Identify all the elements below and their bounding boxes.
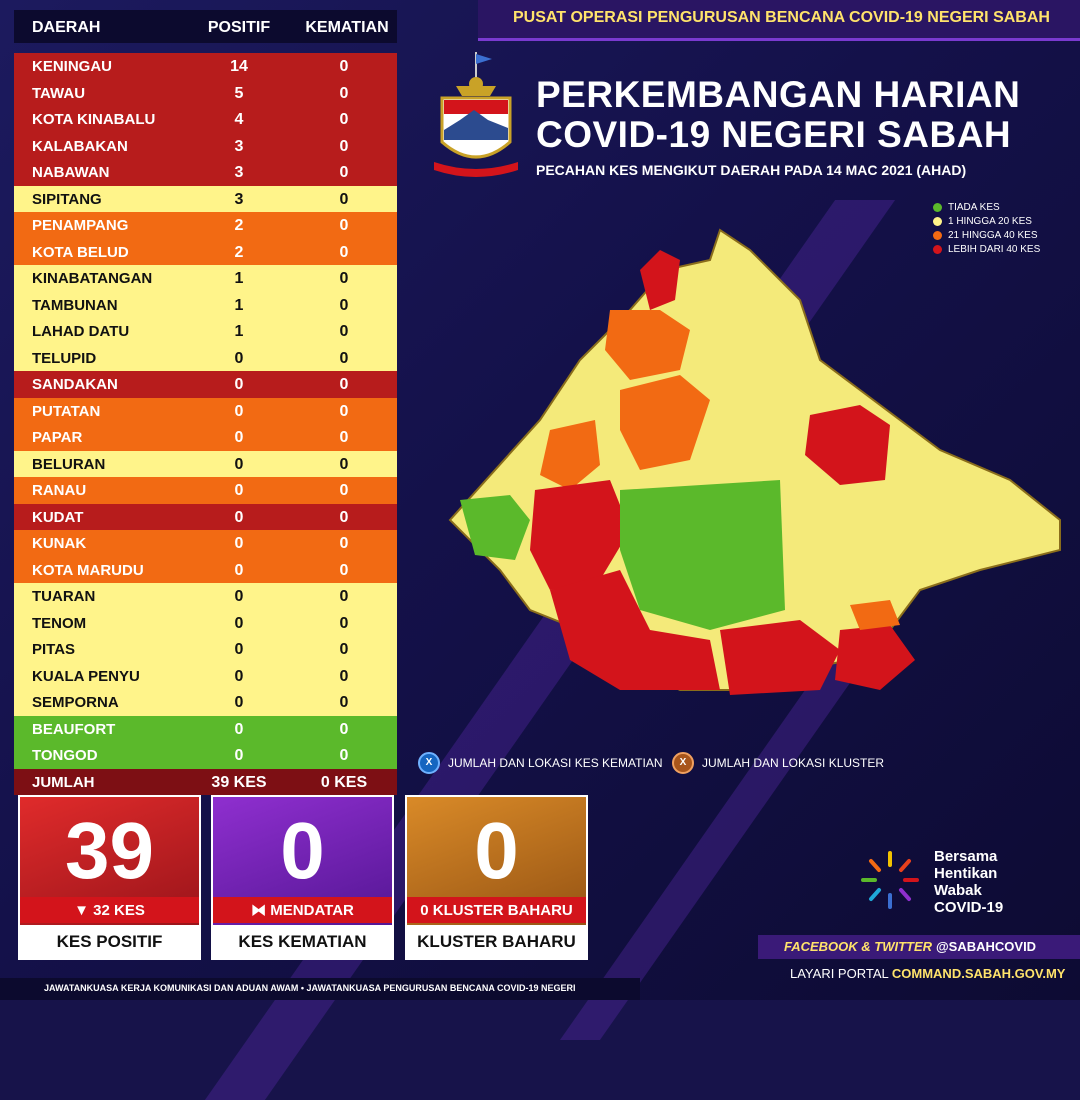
cluster-label: KLUSTER BAHARU — [407, 925, 586, 958]
death-value: 0 — [339, 429, 349, 446]
death-value: 0 — [339, 111, 349, 128]
positive-value: 0 — [234, 508, 244, 526]
social-bar — [758, 935, 1080, 959]
positive-value: 0 — [234, 376, 244, 393]
table-row — [14, 504, 397, 531]
campaign-text — [934, 848, 1003, 916]
positive-value: 0 — [234, 747, 244, 764]
table-row — [14, 212, 397, 239]
table-row — [14, 636, 397, 663]
positive-value: 2 — [234, 243, 244, 261]
death-value: 0 — [339, 376, 349, 393]
map-legend-cluster-label: JUMLAH DAN LOKASI KLUSTER — [702, 756, 885, 770]
district-name: BELURAN — [32, 455, 106, 473]
death-value: 0 — [339, 455, 349, 473]
table-row — [14, 345, 397, 372]
positive-value: 0 — [234, 667, 244, 685]
page-title-line2: COVID-19 NEGERI SABAH — [536, 114, 1012, 155]
death-value: 0 — [339, 217, 349, 234]
positive-value: 4 — [234, 111, 244, 128]
positive-value: 0 — [234, 720, 244, 738]
table-row — [14, 371, 397, 398]
positive-value: 3 — [234, 137, 244, 155]
death-value: 0 — [339, 535, 349, 552]
table-row — [14, 610, 397, 637]
district-name: PAPAR — [32, 429, 83, 446]
total-deaths: 0 KES — [320, 773, 368, 791]
table-row — [14, 530, 397, 557]
district-name: TAWAU — [32, 84, 86, 102]
district-name: PITAS — [32, 641, 76, 658]
campaign-line3: Wabak — [934, 882, 982, 899]
table-row — [14, 159, 397, 186]
total-label: JUMLAH — [32, 773, 95, 791]
death-value: 0 — [339, 508, 349, 526]
table-row — [14, 742, 397, 769]
map-legend-deaths — [418, 752, 663, 774]
table-row — [14, 80, 397, 107]
table-row — [14, 689, 397, 716]
table-row — [14, 106, 397, 133]
positive-value: 3 — [234, 190, 244, 208]
map-legend-deaths-label: JUMLAH DAN LOKASI KES KEMATIAN — [448, 756, 663, 770]
page-subtitle: PECAHAN KES MENGIKUT DAERAH PADA 14 MAC 2021 (AHAD) — [536, 162, 967, 178]
district-name: BEAUFORT — [32, 720, 116, 738]
table-total-row — [14, 769, 397, 796]
legend-label: 1 HINGGA 20 KES — [948, 215, 1032, 227]
table-row — [14, 424, 397, 451]
map-legend-cluster — [672, 752, 884, 774]
flat-trend-icon: ⧓ — [251, 902, 271, 919]
positive-value: 0 — [234, 641, 244, 658]
total-positive: 39 KES — [211, 773, 267, 791]
card-deaths — [211, 795, 394, 960]
positive-value: 1 — [234, 296, 244, 314]
table-row — [14, 583, 397, 610]
table-row — [14, 557, 397, 584]
card-clusters — [405, 795, 588, 960]
positive-count: 39 — [65, 806, 154, 895]
legend-label: LEBIH DARI 40 KES — [948, 243, 1041, 255]
top-banner — [478, 0, 1080, 41]
table-row — [14, 186, 397, 213]
table-row — [14, 265, 397, 292]
table-row — [14, 663, 397, 690]
header-kematian: KEMATIAN — [305, 19, 389, 36]
map-region-tawau — [835, 625, 915, 690]
social-label: FACEBOOK & TWITTER — [784, 939, 933, 954]
death-value: 0 — [339, 747, 349, 764]
sabah-crest-icon — [430, 50, 522, 180]
death-value: 0 — [339, 190, 349, 208]
positive-value: 0 — [234, 429, 244, 446]
page-title-line1: PERKEMBANGAN HARIAN — [536, 74, 1021, 115]
campaign-line2: Hentikan — [934, 865, 998, 882]
district-name: KALABAKAN — [32, 137, 128, 155]
death-value: 0 — [339, 137, 349, 155]
table-row — [14, 292, 397, 319]
cluster-count: 0 — [474, 806, 519, 895]
portal-line — [790, 966, 1065, 981]
positive-value: 0 — [234, 614, 244, 632]
district-name: KUALA PENYU — [32, 667, 140, 685]
death-value: 0 — [339, 323, 349, 340]
positive-label: KES POSITIF — [20, 925, 199, 958]
district-name: KUNAK — [32, 535, 87, 552]
table-body — [14, 53, 397, 795]
death-value: 0 — [339, 720, 349, 738]
district-name: PUTATAN — [32, 402, 101, 420]
death-value: 0 — [339, 667, 349, 685]
death-value: 0 — [339, 296, 349, 314]
campaign-line4: COVID-19 — [934, 899, 1004, 916]
card-positive-cases — [18, 795, 201, 960]
death-marker-icon: X — [418, 752, 440, 774]
deaths-delta-text: MENDATAR — [270, 902, 354, 919]
death-value: 0 — [339, 349, 349, 367]
table-row — [14, 451, 397, 478]
death-value: 0 — [339, 164, 349, 181]
positive-value: 14 — [230, 58, 248, 75]
campaign-line1: Bersama — [934, 848, 998, 865]
cluster-delta: 0 KLUSTER BAHARU — [407, 897, 586, 923]
legend-label: 21 HINGGA 40 KES — [948, 229, 1038, 241]
table-row — [14, 398, 397, 425]
district-name: KENINGAU — [32, 58, 113, 75]
table-row — [14, 318, 397, 345]
positive-value: 0 — [234, 535, 244, 552]
positive-value: 0 — [234, 349, 244, 367]
footer: JAWATANKUASA KERJA KOMUNIKASI DAN ADUAN AWAM • JAWATANKUASA PENGURUSAN BENCANA COVID-19 NEGERI — [0, 978, 640, 1000]
map-region-base — [450, 230, 1060, 690]
district-name: SANDAKAN — [32, 376, 118, 393]
district-name: RANAU — [32, 482, 87, 499]
positive-value: 0 — [234, 694, 244, 711]
district-name: TAMBUNAN — [32, 296, 118, 314]
table-header — [14, 10, 397, 43]
death-value: 0 — [339, 641, 349, 658]
table-row — [14, 133, 397, 160]
positive-delta-text: 32 KES — [93, 902, 145, 919]
death-value: 0 — [339, 58, 349, 75]
district-name: TELUPID — [32, 349, 97, 367]
district-name: KUDAT — [32, 508, 84, 526]
positive-value: 2 — [234, 217, 244, 234]
death-value: 0 — [339, 561, 349, 579]
header-daerah: DAERAH — [32, 19, 101, 36]
positive-delta — [20, 897, 199, 923]
positive-value: 0 — [234, 561, 244, 579]
cluster-marker-icon: X — [672, 752, 694, 774]
district-name: PENAMPANG — [32, 217, 129, 234]
death-value: 0 — [339, 243, 349, 261]
district-name: SEMPORNA — [32, 694, 119, 711]
death-value: 0 — [339, 84, 349, 102]
deaths-delta — [213, 897, 392, 923]
death-value: 0 — [339, 588, 349, 605]
death-value: 0 — [339, 270, 349, 287]
district-name: SIPITANG — [32, 190, 102, 208]
death-value: 0 — [339, 402, 349, 420]
portal-url[interactable]: COMMAND.SABAH.GOV.MY — [891, 966, 1066, 981]
positive-value: 1 — [234, 323, 244, 340]
legend-label: TIADA KES — [948, 201, 1000, 213]
district-name: KOTA KINABALU — [32, 111, 156, 128]
portal-prefix: LAYARI PORTAL — [790, 966, 889, 981]
district-name: KOTA BELUD — [32, 243, 129, 261]
social-handle[interactable]: @SABAHCOVID — [936, 939, 1037, 954]
death-value: 0 — [339, 482, 349, 499]
district-name: TONGOD — [32, 747, 98, 764]
district-name: LAHAD DATU — [32, 323, 130, 340]
table-row — [14, 716, 397, 743]
table-row — [14, 239, 397, 266]
table-row — [14, 477, 397, 504]
positive-value: 3 — [234, 164, 244, 181]
district-name: TENOM — [32, 614, 87, 632]
positive-value: 0 — [234, 482, 244, 499]
positive-value: 0 — [234, 455, 244, 473]
death-value: 0 — [339, 614, 349, 632]
positive-value: 0 — [234, 588, 244, 605]
district-name: KINABATANGAN — [32, 270, 153, 287]
arrow-down-icon: ▼ — [74, 902, 94, 919]
campaign-logo-icon — [855, 845, 925, 915]
positive-value: 5 — [234, 84, 244, 102]
table-row — [14, 53, 397, 80]
deaths-count: 0 — [280, 806, 325, 895]
deaths-label: KES KEMATIAN — [213, 925, 392, 958]
district-name: KOTA MARUDU — [32, 561, 144, 579]
header-positif: POSITIF — [207, 19, 271, 36]
district-name: TUARAN — [32, 588, 96, 605]
sabah-map — [420, 190, 1080, 745]
positive-value: 1 — [234, 270, 244, 287]
map-region-tongod — [620, 480, 785, 630]
district-name: NABAWAN — [32, 164, 110, 181]
banner-text: PUSAT OPERASI PENGURUSAN BENCANA COVID-19 NEGERI SABAH — [513, 9, 1050, 26]
death-value: 0 — [339, 694, 349, 711]
positive-value: 0 — [234, 402, 244, 420]
